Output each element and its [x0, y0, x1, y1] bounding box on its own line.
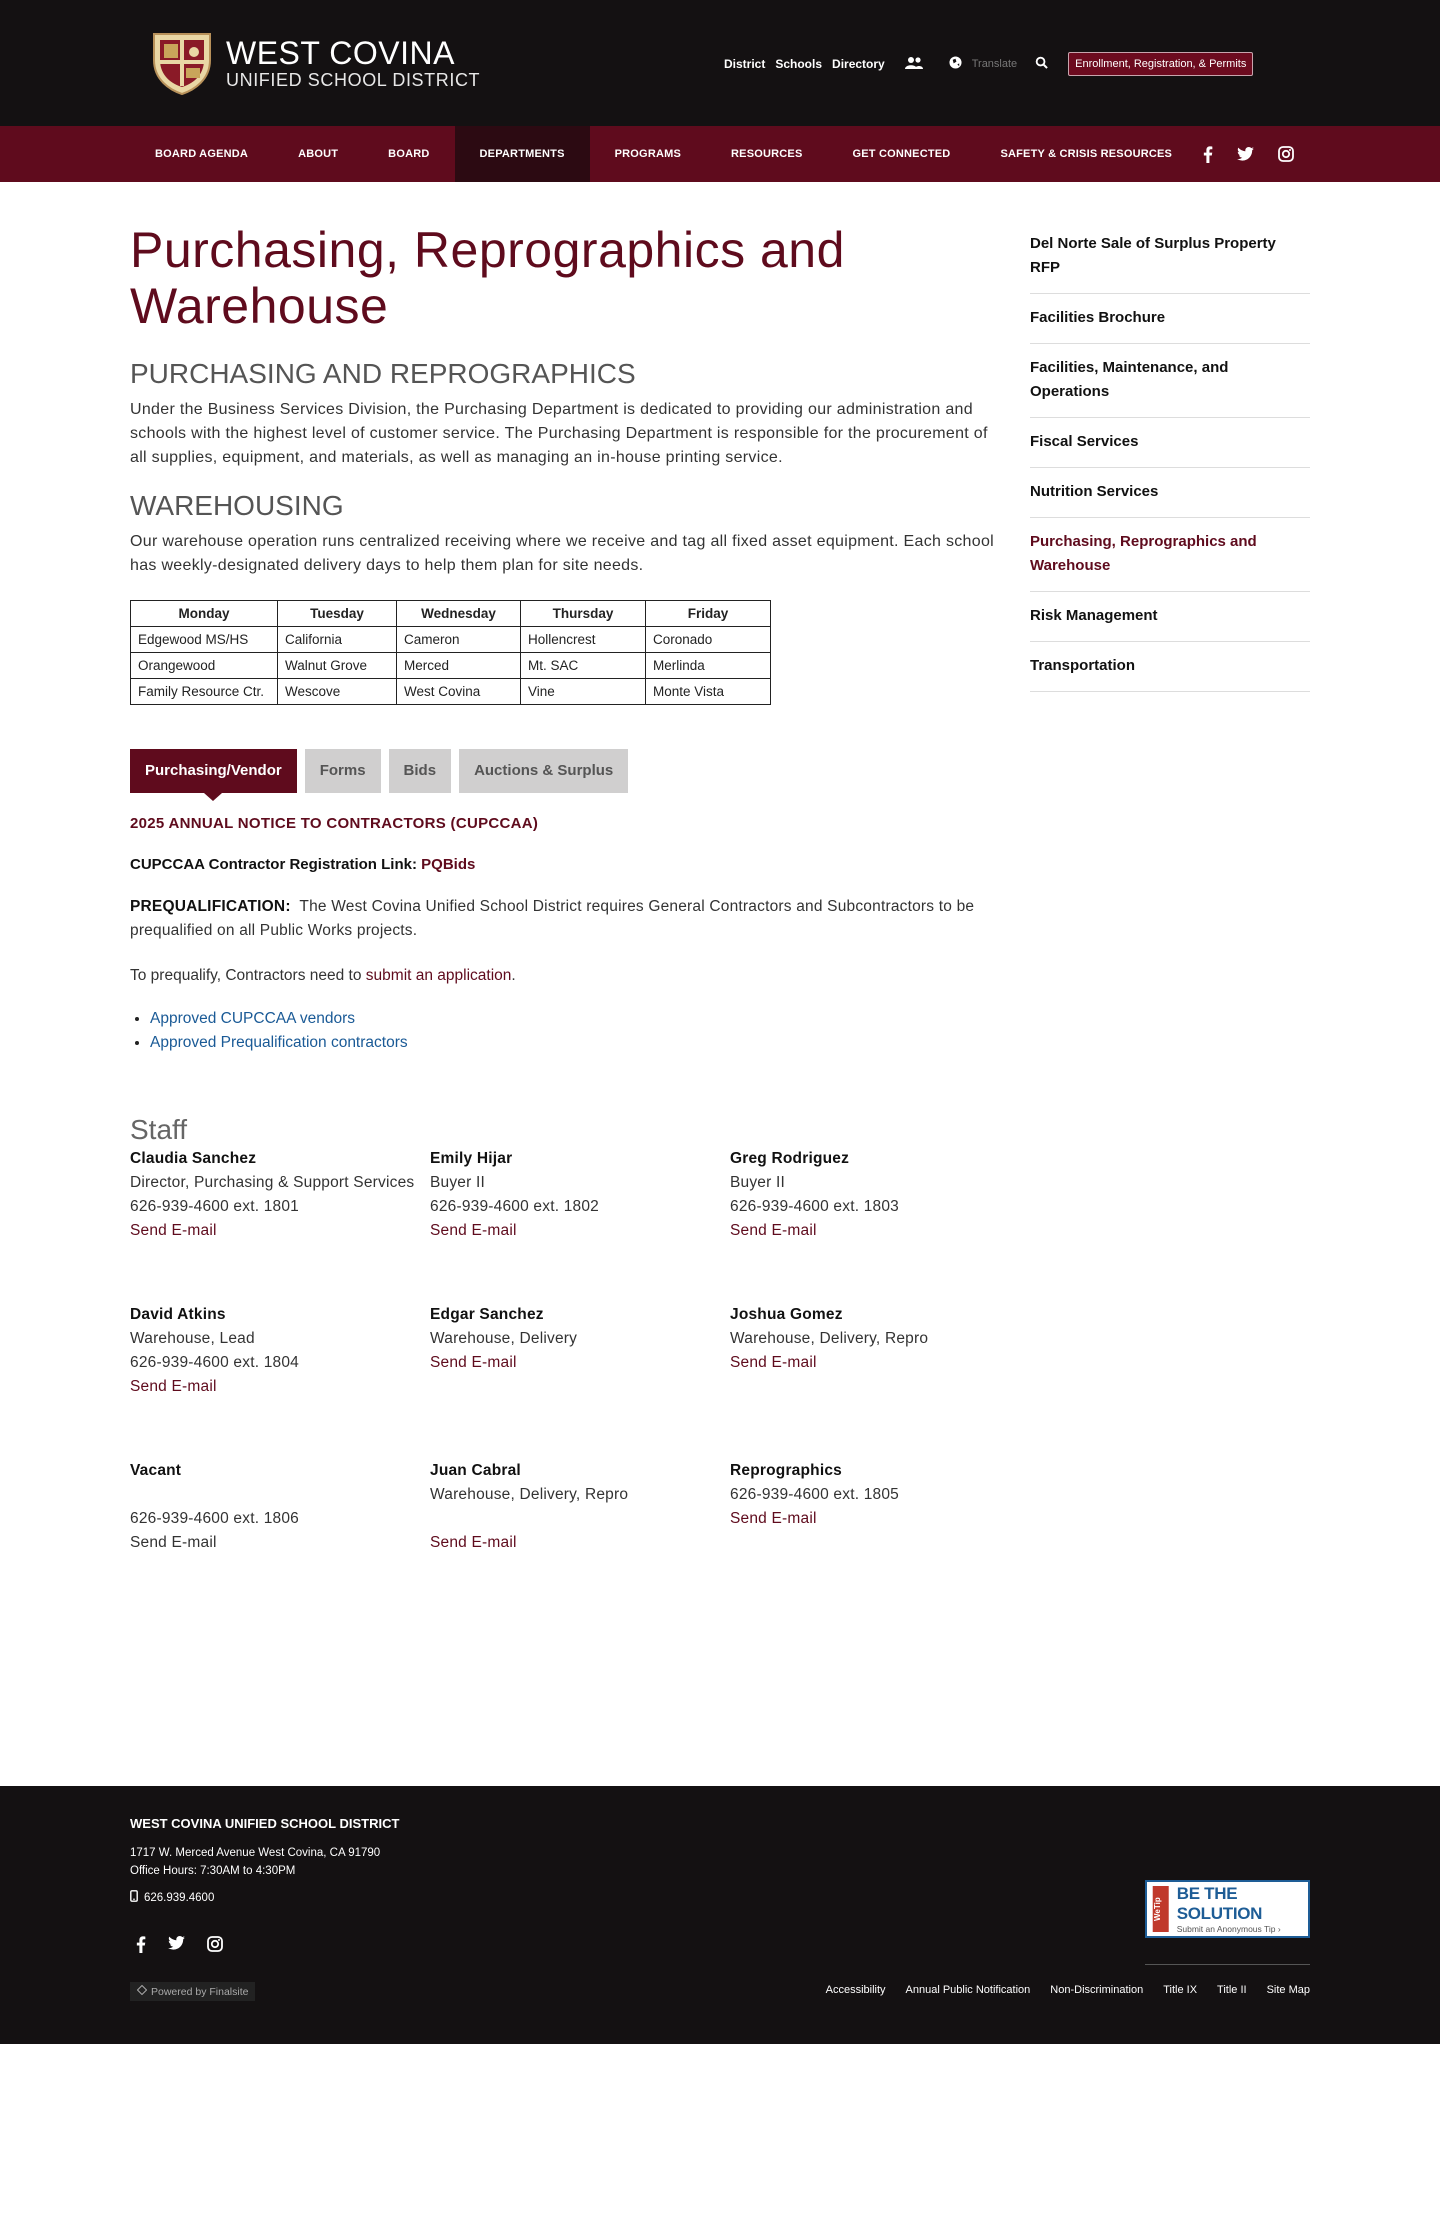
approved-prequal-link[interactable]: Approved Prequalification contractors — [150, 1034, 408, 1051]
sidebar-item-transportation[interactable]: Transportation — [1030, 642, 1310, 692]
staff-title: Warehouse, Delivery — [430, 1330, 578, 1347]
footer-social — [136, 1936, 245, 1953]
staff-name: Claudia Sanchez — [130, 1150, 257, 1167]
util-link-schools[interactable]: Schools — [775, 57, 823, 71]
table-header-cell: Monday — [131, 601, 278, 627]
staff-name: Vacant — [130, 1462, 182, 1479]
search-icon[interactable] — [1035, 56, 1048, 72]
footer-link-non-discrimination[interactable]: Non-Discrimination — [1050, 1984, 1144, 1996]
staff-name: Edgar Sanchez — [430, 1306, 544, 1323]
twitter-icon[interactable] — [168, 1936, 185, 1953]
nav-programs[interactable]: PROGRAMS — [614, 148, 682, 160]
staff-card — [730, 1459, 1000, 1615]
staff-name: David Atkins — [130, 1306, 226, 1323]
nav-departments[interactable]: DEPARTMENTS — [455, 126, 590, 182]
wetip-logo-icon: WeTip — [1153, 1886, 1169, 1932]
staff-name: Joshua Gomez — [730, 1306, 843, 1323]
nav-board[interactable]: BOARD — [388, 148, 430, 160]
staff-title: Warehouse, Lead — [130, 1330, 255, 1347]
nav-board-agenda[interactable]: BOARD AGENDA — [155, 148, 249, 160]
site-footer — [0, 1786, 1440, 2044]
translate-widget[interactable] — [949, 56, 1017, 72]
sidebar-item-purchasing[interactable]: Purchasing, Reprographics and Warehouse — [1030, 518, 1310, 592]
facebook-icon[interactable] — [136, 1936, 146, 1953]
spacer — [430, 1507, 730, 1531]
staff-card — [130, 1459, 430, 1615]
table-cell: California — [278, 627, 397, 653]
footer-links — [806, 1984, 1310, 1996]
purchasing-heading: PURCHASING AND REPROGRAPHICS — [130, 358, 636, 389]
staff-card — [430, 1303, 730, 1459]
staff-email-link[interactable]: Send E-mail — [130, 1222, 217, 1239]
staff-card — [730, 1147, 1000, 1303]
warehousing-heading: WAREHOUSING — [130, 490, 344, 521]
staff-name: Greg Rodriguez — [730, 1150, 850, 1167]
notice-heading: 2025 ANNUAL NOTICE TO CONTRACTORS (CUPCCAA) — [130, 815, 539, 832]
staff-phone: 626-939-4600 ext. 1806 — [130, 1510, 300, 1527]
sidebar-item-nutrition-services[interactable]: Nutrition Services — [1030, 468, 1310, 518]
table-cell: Mt. SAC — [521, 653, 646, 679]
site-header — [0, 0, 1440, 126]
phone-icon — [130, 1890, 138, 1905]
footer-link-title-ix[interactable]: Title IX — [1163, 1984, 1198, 1996]
spacer — [130, 1483, 430, 1507]
tab-forms[interactable]: Forms — [305, 749, 381, 793]
footer-address: 1717 W. Merced Avenue West Covina, CA 91790 — [130, 1847, 381, 1859]
content-tabs — [130, 749, 1000, 793]
staff-grid — [130, 1147, 1000, 1615]
main-nav — [0, 126, 1440, 182]
staff-phone: 626-939-4600 ext. 1802 — [430, 1198, 600, 1215]
staff-card — [130, 1147, 430, 1303]
table-cell: Coronado — [646, 627, 771, 653]
staff-phone: 626-939-4600 ext. 1803 — [730, 1198, 900, 1215]
tab-bids[interactable]: Bids — [389, 749, 452, 793]
footer-title: WEST COVINA UNIFIED SCHOOL DISTRICT — [130, 1816, 400, 1831]
instagram-icon[interactable] — [1278, 146, 1294, 162]
table-header-cell: Tuesday — [278, 601, 397, 627]
footer-phone: 626.939.4600 — [144, 1891, 215, 1904]
staff-email-link[interactable]: Send E-mail — [730, 1354, 817, 1371]
table-cell: Hollencrest — [521, 627, 646, 653]
footer-divider — [1145, 1964, 1310, 1965]
sidebar-item-del-norte[interactable]: Del Norte Sale of Surplus Property RFP — [1030, 220, 1310, 294]
registration-line — [130, 856, 1000, 873]
staff-email-link[interactable]: Send E-mail — [730, 1222, 817, 1239]
staff-title: Warehouse, Delivery, Repro — [730, 1330, 929, 1347]
staff-title: Warehouse, Delivery, Repro — [430, 1486, 629, 1503]
staff-card — [430, 1459, 730, 1615]
staff-card — [730, 1303, 1000, 1459]
finalsite-icon — [137, 1985, 147, 1998]
staff-email-link[interactable]: Send E-mail — [730, 1510, 817, 1527]
registration-label: CUPCCAA Contractor Registration Link: — [130, 856, 417, 873]
district-logo[interactable] — [150, 30, 480, 96]
footer-phone-line[interactable] — [130, 1890, 214, 1905]
logo-title: WEST COVINA — [226, 35, 455, 71]
table-row — [131, 653, 771, 679]
staff-name: Emily Hijar — [430, 1150, 513, 1167]
delivery-schedule-table — [130, 600, 771, 705]
crest-icon — [150, 30, 214, 96]
table-header-cell: Friday — [646, 601, 771, 627]
logo-subtitle: UNIFIED SCHOOL DISTRICT — [226, 70, 481, 90]
twitter-icon[interactable] — [1237, 147, 1254, 161]
approved-vendors-link[interactable]: Approved CUPCCAA vendors — [150, 1010, 356, 1027]
staff-title: Buyer II — [430, 1174, 486, 1191]
translate-label: Translate — [971, 58, 1018, 70]
table-cell: Orangewood — [131, 653, 278, 679]
footer-link-annual-notification[interactable]: Annual Public Notification — [905, 1984, 1031, 1996]
people-icon[interactable] — [905, 57, 923, 72]
util-link-directory[interactable]: Directory — [832, 57, 885, 71]
submit-application-link[interactable]: submit an application — [365, 967, 512, 984]
table-row — [131, 679, 771, 705]
footer-link-title-ii[interactable]: Title II — [1217, 1984, 1247, 1996]
prequal-instruction-prefix: To prequalify, Contractors need to — [130, 967, 362, 984]
table-cell: West Covina — [397, 679, 521, 705]
badge-headline: BE THE SOLUTION — [1176, 1884, 1263, 1923]
staff-phone: 626-939-4600 ext. 1805 — [730, 1486, 900, 1503]
powered-by-text: Powered by Finalsite — [151, 1985, 249, 1998]
table-cell: Walnut Grove — [278, 653, 397, 679]
staff-heading: Staff — [130, 1114, 188, 1145]
nav-safety[interactable]: SAFETY & CRISIS RESOURCES — [1000, 148, 1173, 160]
staff-card — [430, 1147, 730, 1303]
staff-email-link[interactable]: Send E-mail — [430, 1354, 517, 1371]
table-cell: Vine — [521, 679, 646, 705]
globe-icon — [949, 56, 962, 72]
staff-phone: 626-939-4600 ext. 1801 — [130, 1198, 300, 1215]
department-sidebar — [1030, 220, 1310, 692]
facebook-icon[interactable] — [1203, 146, 1213, 163]
footer-hours: Office Hours: 7:30AM to 4:30PM — [130, 1865, 296, 1877]
footer-address-block — [130, 1844, 380, 1880]
wetip-badge[interactable] — [1145, 1880, 1310, 1938]
footer-link-site-map[interactable]: Site Map — [1266, 1984, 1310, 1996]
table-header-row — [131, 601, 771, 627]
util-link-district[interactable]: District — [724, 57, 766, 71]
table-cell: Wescove — [278, 679, 397, 705]
prequal-instruction — [130, 967, 1000, 985]
prequal-body: The West Covina Unified School District requires General Contractors and Subcontractors to be prequalified on all Public Works projects. — [130, 898, 975, 939]
table-cell: Family Resource Ctr. — [131, 679, 278, 705]
page-title: Purchasing, Reprographics and Warehouse — [130, 222, 845, 334]
table-cell: Merlinda — [646, 653, 771, 679]
table-header-cell: Wednesday — [397, 601, 521, 627]
staff-phone: 626-939-4600 ext. 1804 — [130, 1354, 300, 1371]
warehousing-text: Our warehouse operation runs centralized receiving where we receive and tag all fixed asset equipment. Each school has weekly-designated delivery days to help them plan for site needs. — [130, 533, 994, 574]
staff-name: Juan Cabral — [430, 1462, 521, 1479]
tab-purchasing-vendor[interactable]: Purchasing/Vendor — [130, 749, 297, 793]
pqbids-link[interactable]: PQBids — [421, 856, 476, 873]
sidebar-item-facilities-brochure[interactable]: Facilities Brochure — [1030, 294, 1310, 344]
staff-email-link[interactable]: Send E-mail — [130, 1534, 217, 1551]
utility-nav — [724, 52, 1253, 76]
tab-auctions-surplus[interactable]: Auctions & Surplus — [459, 749, 628, 793]
table-cell: Cameron — [397, 627, 521, 653]
purchasing-text: Under the Business Services Division, the Purchasing Department is dedicated to providing our administration and schools with the highest level of customer service. The Purchasing Department is responsible for the procurement of all supplies, equipment, and materials, as well as managing an in-house printing service. — [130, 401, 988, 466]
prequalification-text — [130, 895, 1000, 943]
powered-by-badge[interactable] — [130, 1982, 255, 2001]
staff-title: Buyer II — [730, 1174, 786, 1191]
prequal-label: PREQUALIFICATION: — [130, 898, 291, 915]
staff-card — [130, 1303, 430, 1459]
list-item — [150, 1007, 1000, 1031]
nav-about[interactable]: ABOUT — [298, 148, 339, 160]
staff-email-link[interactable]: Send E-mail — [130, 1378, 217, 1395]
sidebar-item-risk-management[interactable]: Risk Management — [1030, 592, 1310, 642]
staff-email-link[interactable]: Send E-mail — [430, 1534, 517, 1551]
sidebar-item-facilities-maintenance[interactable]: Facilities, Maintenance, and Operations — [1030, 344, 1310, 418]
enrollment-button[interactable]: Enrollment, Registration, & Permits — [1068, 52, 1253, 76]
table-cell: Monte Vista — [646, 679, 771, 705]
staff-name: Reprographics — [730, 1462, 842, 1479]
sidebar-item-fiscal-services[interactable]: Fiscal Services — [1030, 418, 1310, 468]
vendor-links-list — [150, 1007, 1000, 1055]
staff-title: Director, Purchasing & Support Services — [130, 1174, 415, 1191]
nav-get-connected[interactable]: GET CONNECTED — [852, 148, 951, 160]
nav-resources[interactable]: RESOURCES — [731, 148, 803, 160]
list-item — [150, 1031, 1000, 1055]
table-header-cell: Thursday — [521, 601, 646, 627]
footer-link-accessibility[interactable]: Accessibility — [825, 1984, 886, 1996]
badge-subtext: Submit an Anonymous Tip › — [1176, 1924, 1281, 1934]
table-row — [131, 627, 771, 653]
prequal-instruction-suffix: . — [511, 967, 516, 984]
table-cell: Edgewood MS/HS — [131, 627, 278, 653]
main-content — [130, 222, 1000, 1615]
instagram-icon[interactable] — [207, 1936, 223, 1953]
table-cell: Merced — [397, 653, 521, 679]
staff-email-link[interactable]: Send E-mail — [430, 1222, 517, 1239]
